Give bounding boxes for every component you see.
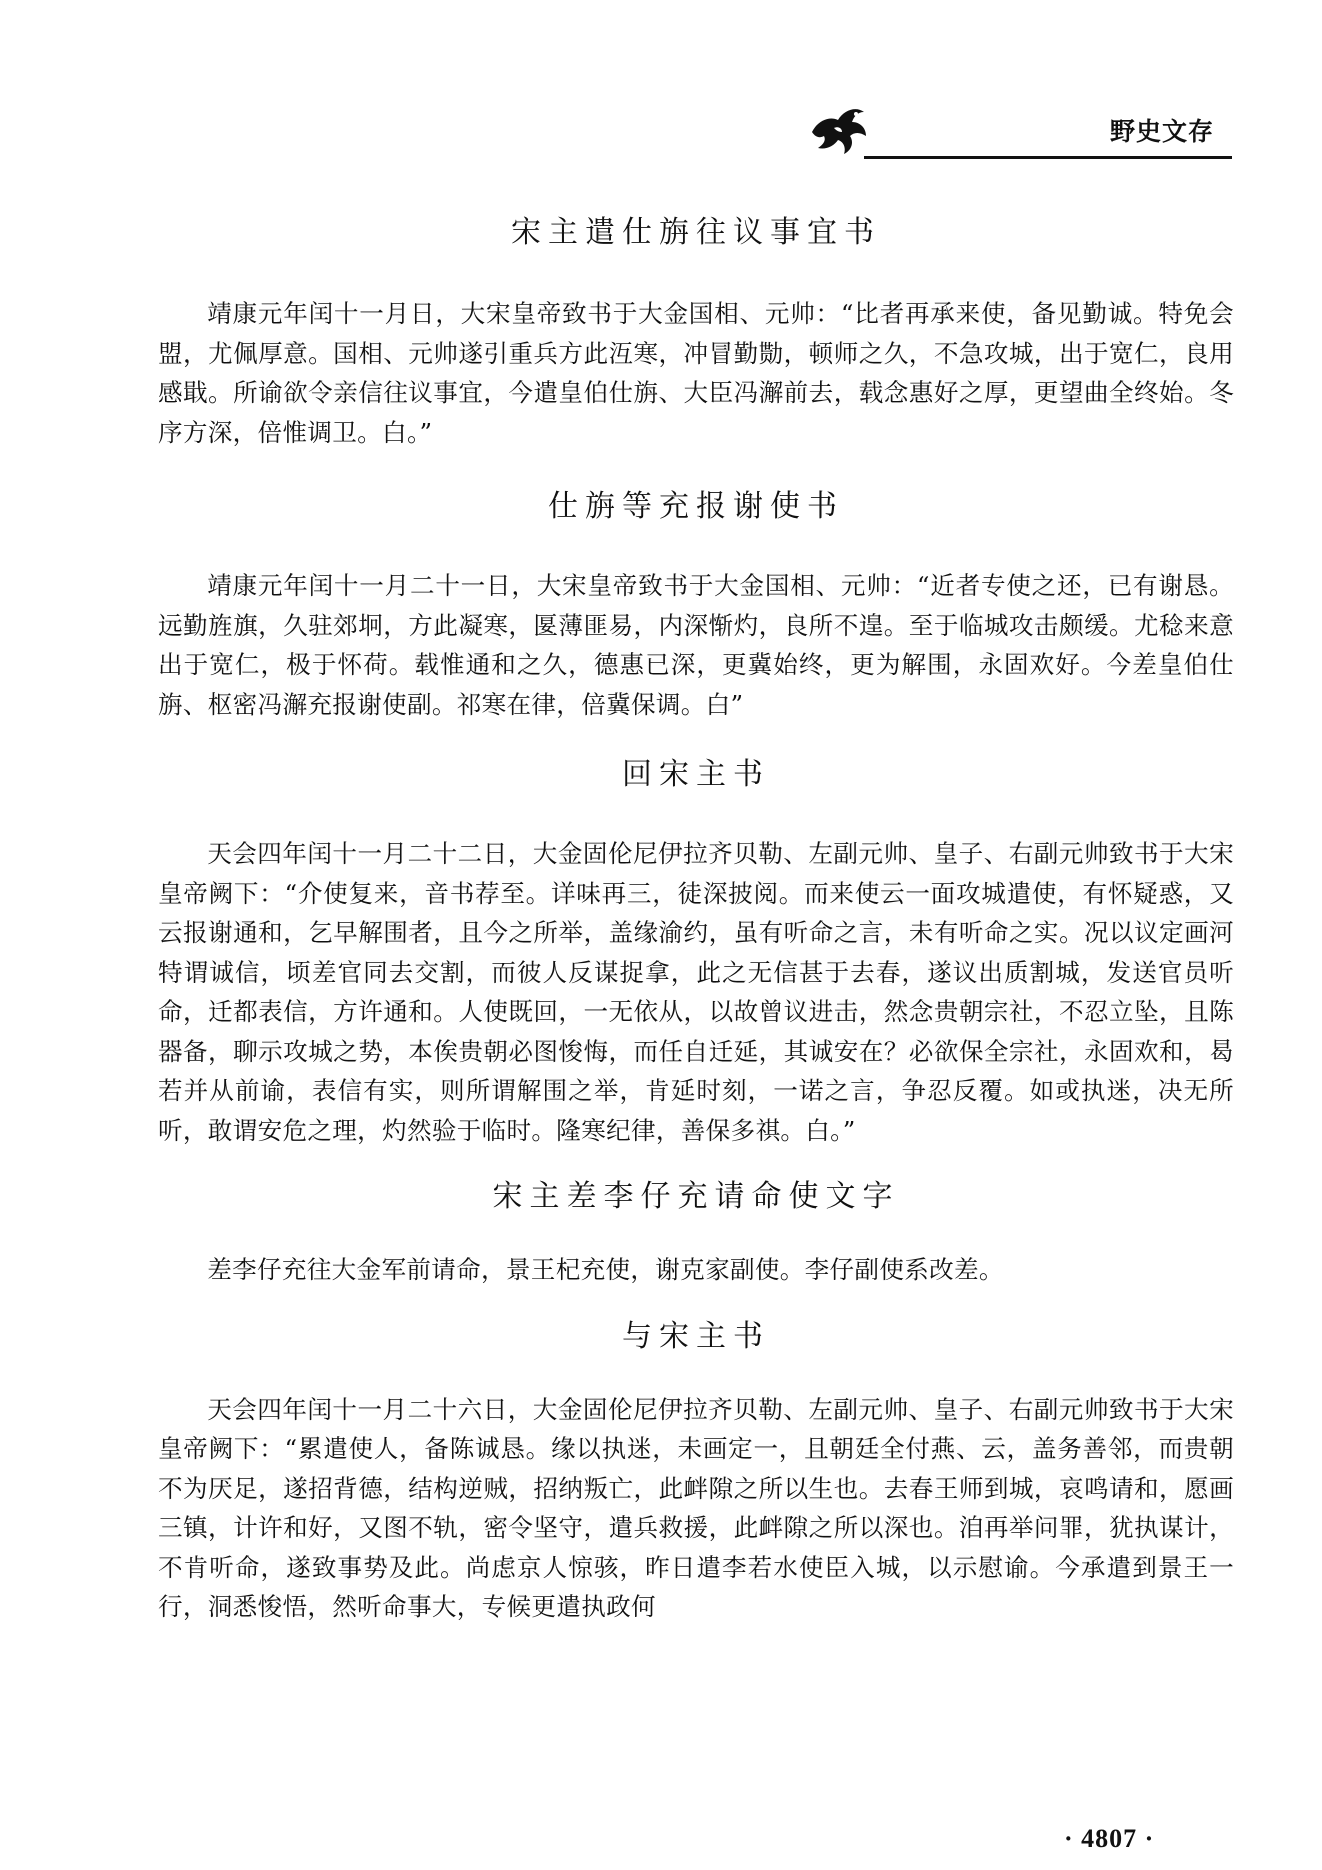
section-paragraph: 天会四年闰十一月二十六日，大金固伦尼伊拉齐贝勒、左副元帅、皇子、右副元帅致书于大宋皇帝阙下：“累遣使人，备陈诚恳。缘以执迷，未画定一，且朝廷全付燕、云，盖务善邻，而贵朝不为厌足，遂招背德，结构逆贼，招纳叛亡，此衅隙之所以生也。去春王师到城，哀鸣请和，愿画三镇，计许和好，又图不轨，密令坚守，遣兵救援，此衅隙之所以深也。洎再举问罪，犹执谋计，不肯听命，遂致事势及此。尚虑京人惊骇，昨日遣李若水使臣入城，以示慰谕。今承遣到景王一行，洞悉悛悟，然听命事大，专候更遣执政何 <box>158 1394 1234 1621</box>
section-3 <box>158 752 1234 1150</box>
section-4 <box>158 1174 1234 1290</box>
section-paragraph: 靖康元年闰十一月日，大宋皇帝致书于大金国相、元帅：“比者再承来使，备见勤诚。特免会盟，尤佩厚意。国相、元帅遂引重兵方此沍寒，冲冒勤勚，顿师之久，不急攻城，出于宽仁，良用感戢。所谕欲令亲信往议事宜，今遣皇伯仕旃、大臣冯澥前去，载念惠好之厚，更望曲全终始。冬序方深，倍惟调卫。白。” <box>158 299 1234 447</box>
section-1 <box>158 210 1234 452</box>
section-title: 宋主遣仕旃往议事宜书 <box>511 215 881 250</box>
section-paragraph: 天会四年闰十一月二十二日，大金固伦尼伊拉齐贝勒、左副元帅、皇子、右副元帅致书于大宋皇帝阙下：“介使复来，音书荐至。详味再三，徒深披阅。而来使云一面攻城遣使，有怀疑惑，又云报谢通和，乞早解围者，且今之所举，盖缘渝约，虽有听命之言，未有听命之实。况以议定画河特谓诚信，顷差官同去交割，而彼人反谋捉拿，此之无信甚于去春，遂议出质割城，发送官员听命，迁都表信，方许通和。人使既回，一无依从，以故曾议进击，然念贵朝宗社，不忍立坠，且陈器备，聊示攻城之势，本俟贵朝必图悛悔，而任自迁延，其诚安在？必欲保全宗社，永固欢和，曷若并从前谕，表信有实，则所谓解围之举，肯延时刻，一诺之言，争忍反覆。如或执迷，决无所听，敢谓安危之理，灼然验于临时。隆寒纪律，善保多祺。白。” <box>158 839 1234 1145</box>
section-title: 宋主差李仔充请命使文字 <box>492 1179 900 1214</box>
section-title: 与宋主书 <box>622 1318 770 1354</box>
document-body <box>158 210 1234 1627</box>
section-title: 仕旃等充报谢使书 <box>548 489 844 524</box>
section-title: 回宋主书 <box>622 757 770 792</box>
section-5 <box>158 1314 1234 1627</box>
series-title: 野史文存 <box>1109 117 1214 146</box>
header-rule <box>864 156 1232 159</box>
running-header <box>792 98 1232 160</box>
dragon-emblem-icon <box>804 98 870 156</box>
section-2 <box>158 484 1234 724</box>
section-paragraph: 差李仔充往大金军前请命，景王杞充使，谢克家副使。李仔副使系改差。 <box>207 1255 1004 1284</box>
section-paragraph: 靖康元年闰十一月二十一日，大宋皇帝致书于大金国相、元帅：“近者专使之还，已有谢恳。远勤旌旗，久驻郊坰，方此凝寒，匽薄匪易，内深惭灼，良所不遑。至于临城攻击颇缓。尤稔来意出于宽仁，极于怀荷。载惟通和之久，德惠已深，更冀始终，更为解围，永固欢好。今差皇伯仕旃、枢密冯澥充报谢使副。祁寒在律，倍冀保调。白” <box>158 571 1234 719</box>
page-number: · 4807 · <box>1064 1824 1155 1853</box>
